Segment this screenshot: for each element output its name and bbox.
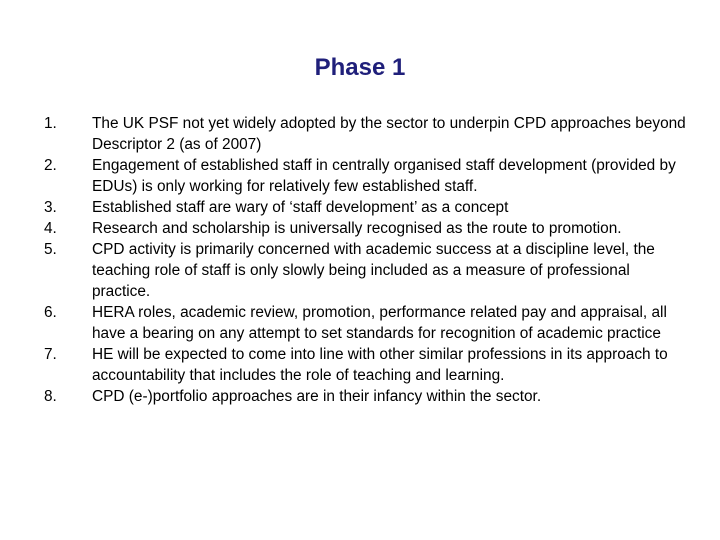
list-item-number: 5. xyxy=(44,241,57,258)
list-item xyxy=(0,239,720,302)
list-item-number: 7. xyxy=(44,346,57,363)
list-item xyxy=(0,344,720,386)
list-item-text: HERA roles, academic review, promotion, performance related pay and appraisal, all have a bearing on any attempt to set standards for recognition of academic practice xyxy=(92,304,667,342)
list-item-number: 1. xyxy=(44,115,57,132)
list-item-text: Research and scholarship is universally recognised as the route to promotion. xyxy=(92,220,622,237)
list-item-number: 8. xyxy=(44,388,57,405)
list-item-number: 4. xyxy=(44,220,57,237)
list-item xyxy=(0,155,720,197)
list-item-text: The UK PSF not yet widely adopted by the sector to underpin CPD approaches beyond Descriptor 2 (as of 2007) xyxy=(92,115,686,153)
numbered-list xyxy=(0,113,720,407)
list-item-number: 3. xyxy=(44,199,57,216)
list-item xyxy=(0,197,720,218)
list-item-number: 2. xyxy=(44,157,57,174)
list-item xyxy=(0,386,720,407)
list-item-text: Engagement of established staff in centrally organised staff development (provided by EDUs) is only working for relatively few established staff. xyxy=(92,157,676,195)
list-item-text: CPD activity is primarily concerned with academic success at a discipline level, the teaching role of staff is only slowly being included as a measure of professional practice. xyxy=(92,241,655,300)
list-item-text: Established staff are wary of ‘staff development’ as a concept xyxy=(92,199,509,216)
list-item xyxy=(0,113,720,155)
list-item xyxy=(0,302,720,344)
slide-title: Phase 1 xyxy=(314,54,406,81)
list-item-text: HE will be expected to come into line with other similar professions in its approach to accountability that includes the role of teaching and learning. xyxy=(92,346,668,384)
list-item-number: 6. xyxy=(44,304,57,321)
list-item-text: CPD (e-)portfolio approaches are in their infancy within the sector. xyxy=(92,388,542,405)
list-item xyxy=(0,218,720,239)
